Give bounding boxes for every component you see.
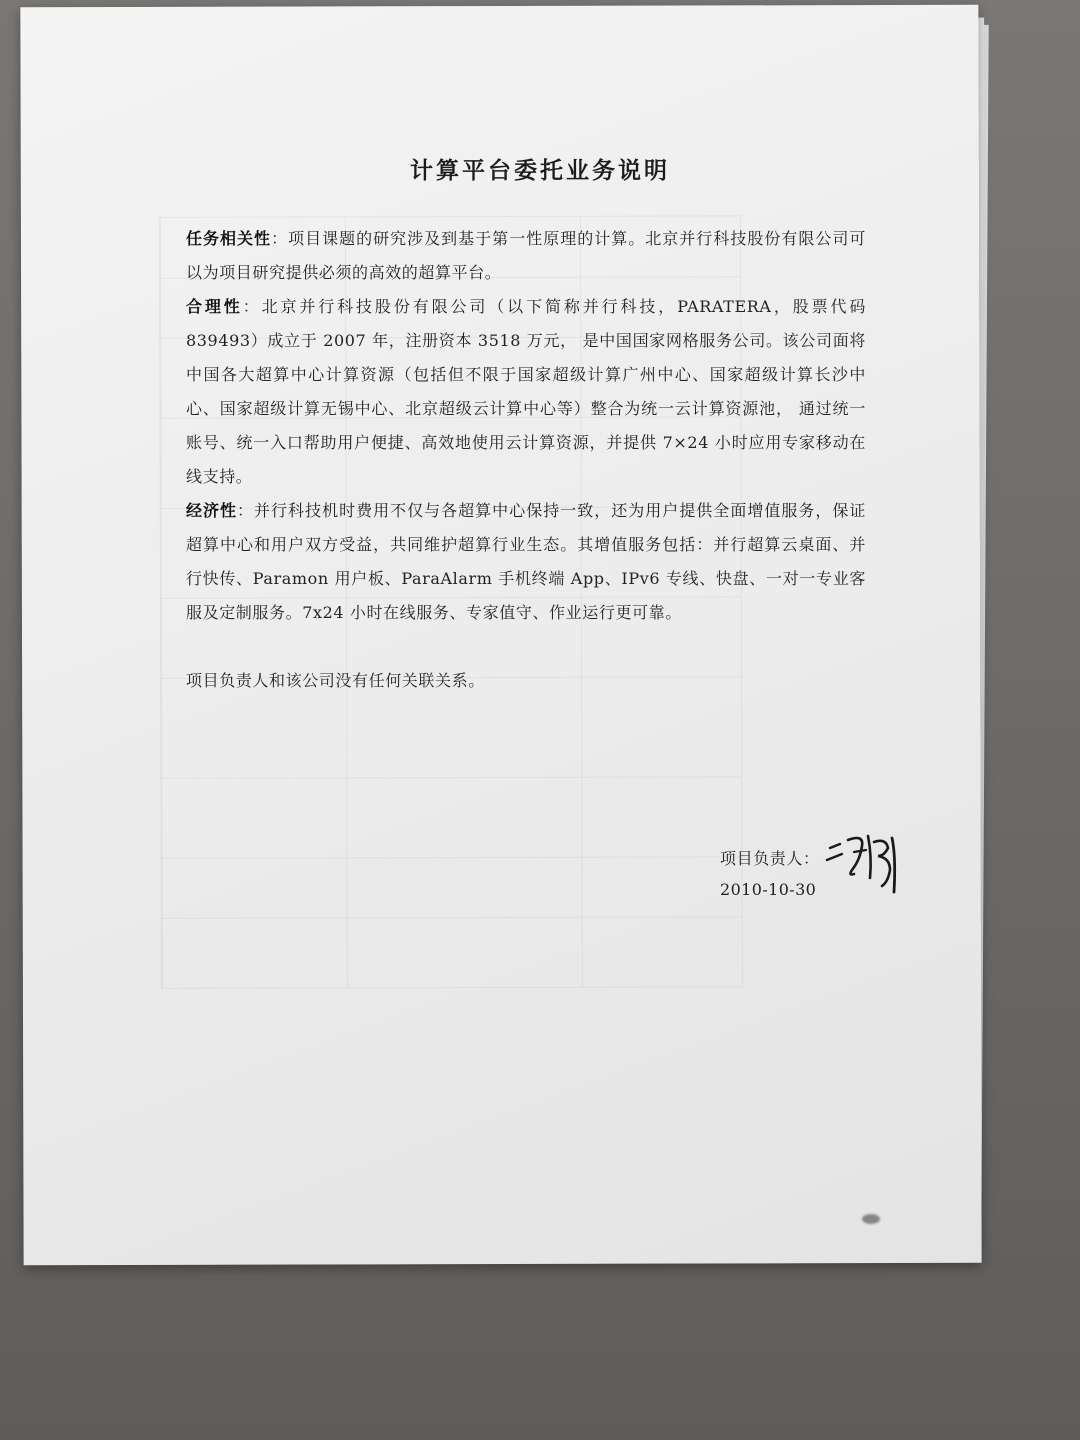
- paragraph-label: 任务相关性: [186, 229, 272, 248]
- paragraph-text: ：并行科技机时费用不仅与各超算中心保持一致，还为用户提供全面增值服务，保证超算中心和用户双方受益，共同维护超算行业生态。其增值服务包括：并行超算云桌面、并行快传、Paramon 用户板、ParaAlarm 手机终端 App、IPv6 专线、快盘、一对一专业客服及定制服务。7x24 小时在线服务、专家值守、作业运行更可靠。: [186, 501, 866, 622]
- ink-smudge: [862, 1214, 880, 1224]
- paragraph-relevance: [186, 222, 866, 290]
- paragraph-label: 合理性: [186, 297, 243, 316]
- signature-date: 2010-10-30: [720, 880, 817, 899]
- signature-label: 项目负责人：: [720, 849, 820, 868]
- document-body: [186, 222, 866, 698]
- paragraph-economy: [186, 494, 866, 630]
- paragraph-text: ：北京并行科技股份有限公司（以下简称并行科技，PARATERA，股票代码 839493）成立于 2007 年，注册资本 3518 万元， 是中国国家网格服务公司。该公司面将中国各大超算中心计算资源（包括但不限于国家超级计算广州中心、国家超级计算长沙中心、国家超级计算无锡中心、北京超级云计算中心等）整合为统一云计算资源池， 通过统一账号、统一入口帮助用户便捷、高效地使用云计算资源，并提供 7×24 小时应用专家移动在线支持。: [186, 297, 866, 486]
- document-title: 计算平台委托业务说明: [410, 157, 670, 184]
- paragraph-rationality: [186, 290, 866, 494]
- spacer: [186, 630, 866, 664]
- signature-block: [720, 842, 820, 876]
- paragraph-text: ：项目课题的研究涉及到基于第一性原理的计算。北京并行科技股份有限公司可以为项目研究提供必须的高效的超算平台。: [186, 229, 866, 282]
- no-affiliation-statement: 项目负责人和该公司没有任何关联关系。: [186, 671, 485, 690]
- handwritten-signature-icon: [824, 826, 904, 898]
- paragraph-label: 经济性: [186, 501, 238, 520]
